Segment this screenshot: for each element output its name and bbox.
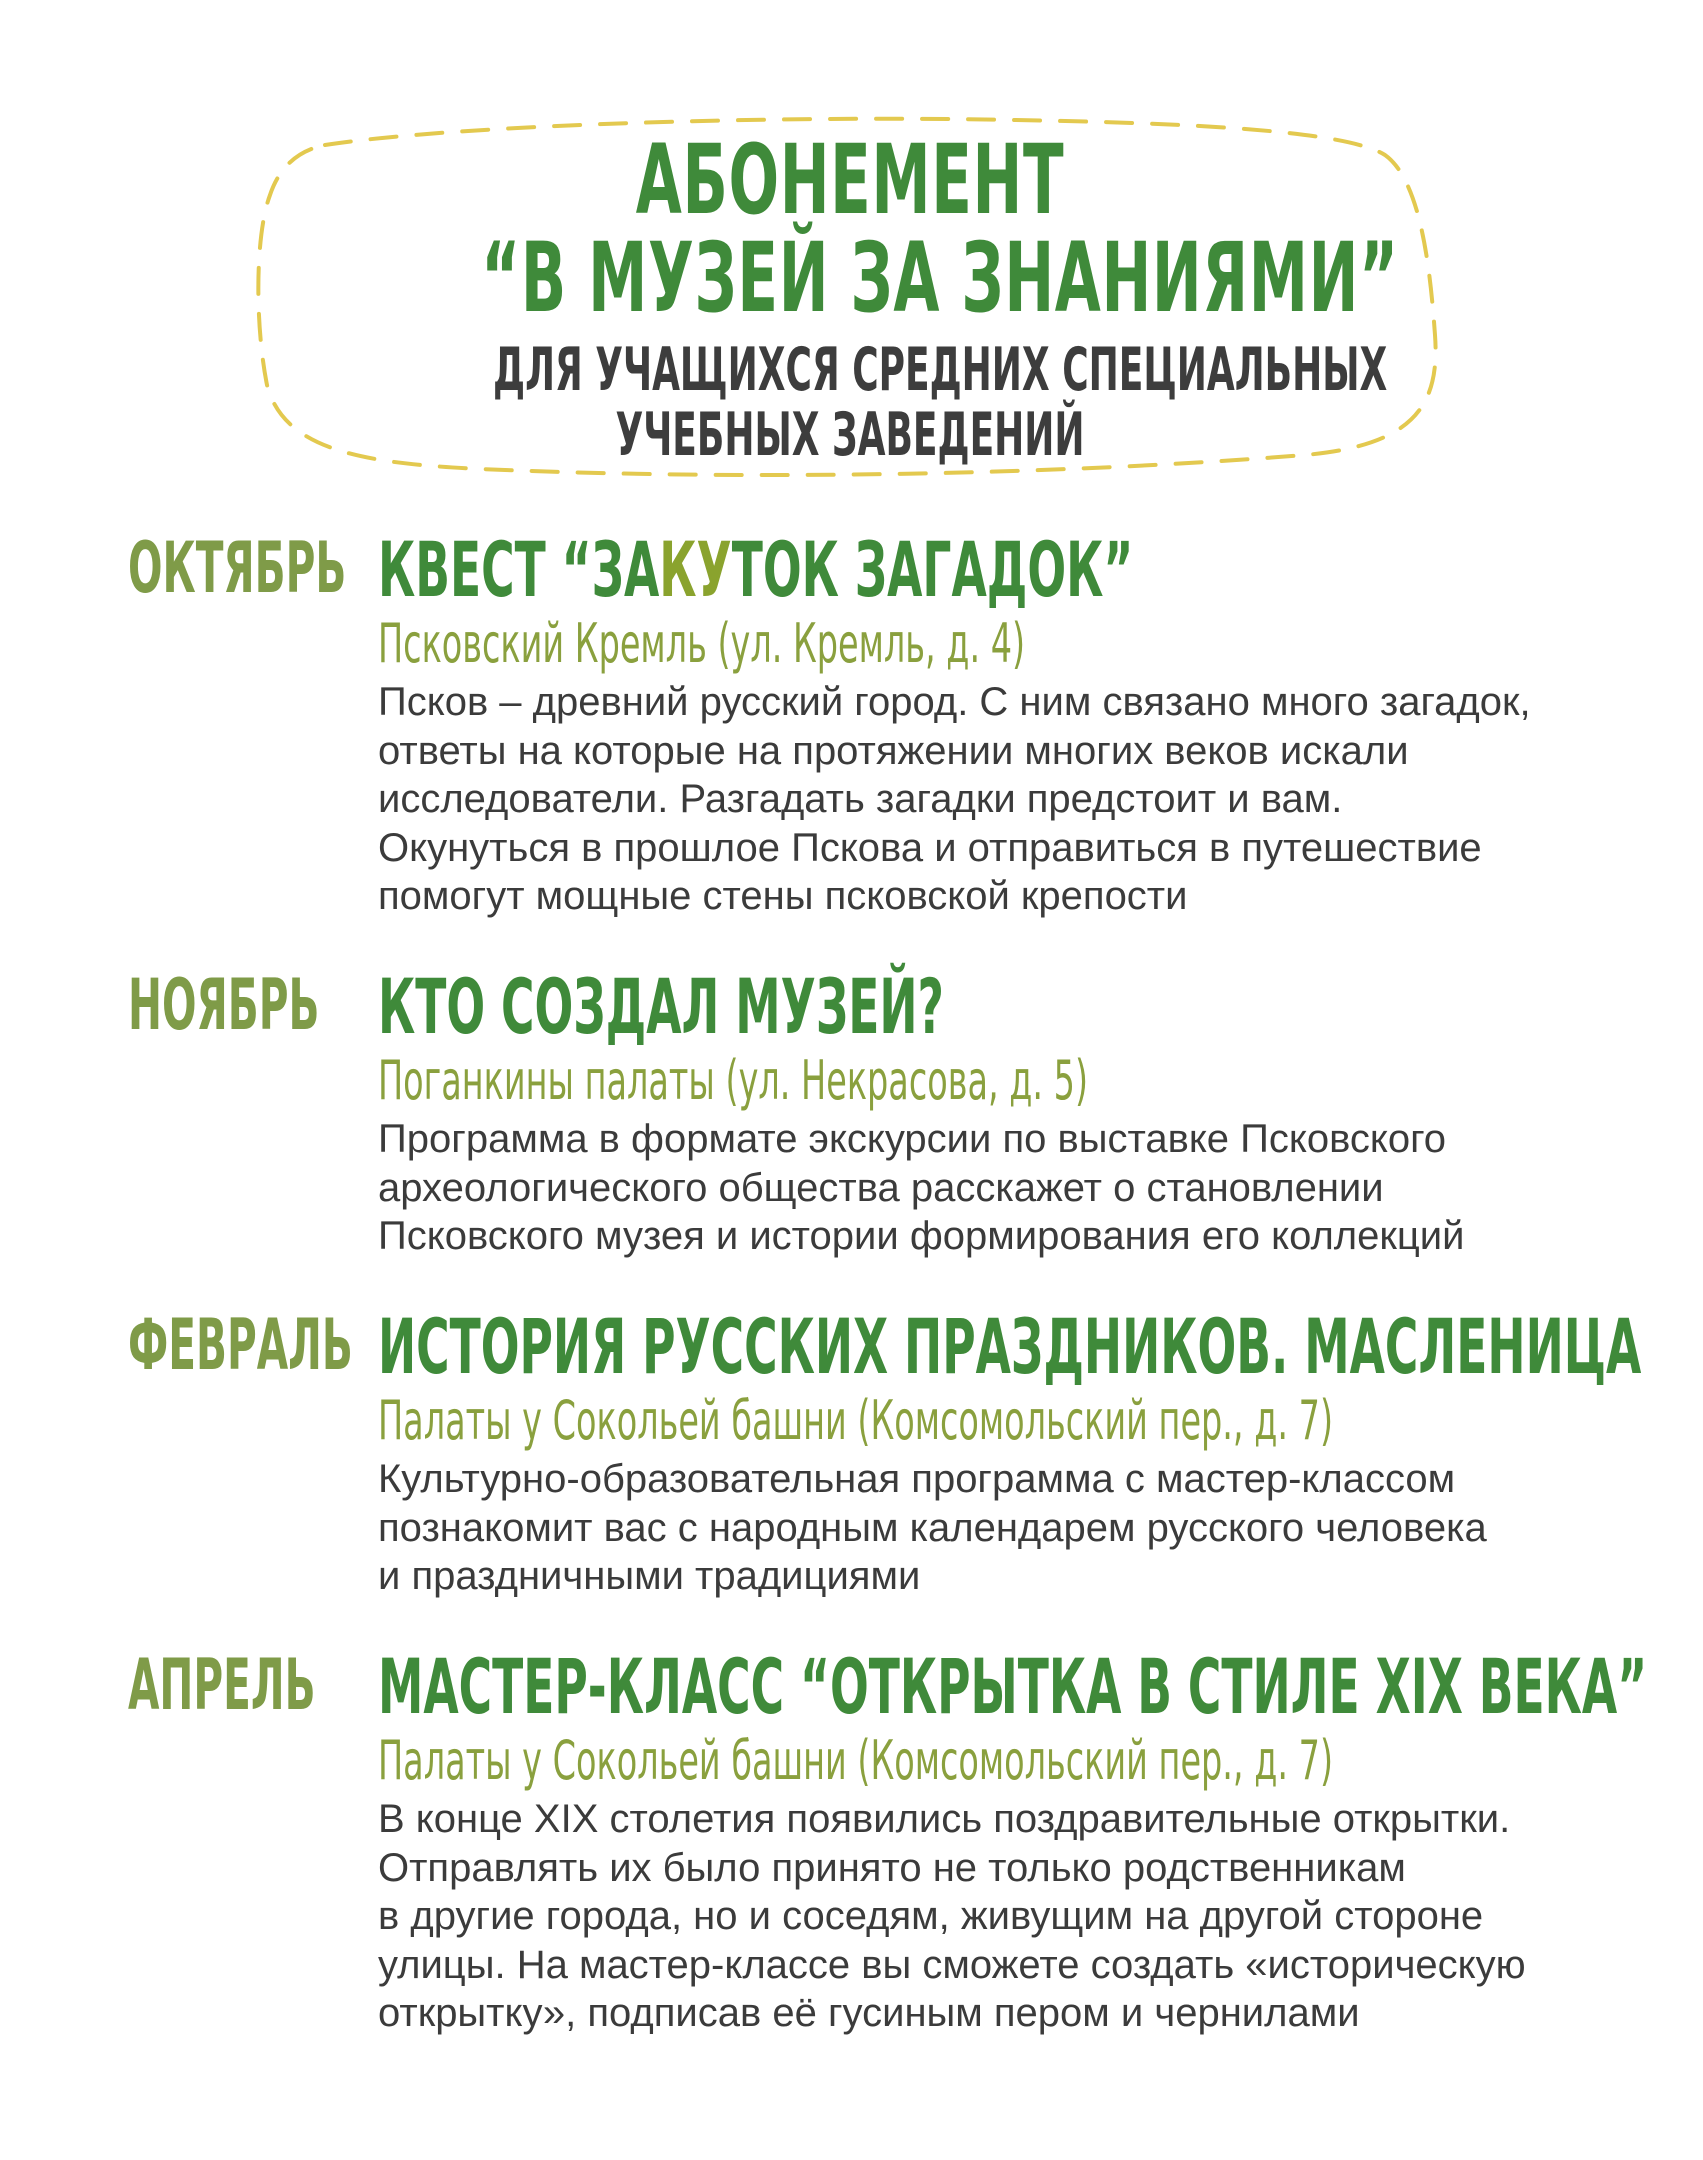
description-line: помогут мощные стены псковской крепости (378, 874, 1188, 918)
event-place: Палаты у Сокольей башни (Комсомольский пер., д. 7) (378, 1389, 1334, 1452)
event-month: НОЯБРЬ (128, 964, 320, 1046)
description-line: Псков – древний русский город. С ним связано много загадок, (378, 680, 1531, 724)
event-month: ОКТЯБРЬ (128, 527, 347, 609)
description-line: улицы. На мастер-классе вы сможете создать «историческую (378, 1942, 1526, 1987)
event-description (378, 1455, 1638, 1601)
description-line: В конце XIX столетия появились поздравительные открытки. (378, 1797, 1511, 1841)
description-line: в другие города, но и соседям, живущим на другой стороне (378, 1894, 1484, 1938)
description-line: ответы на которые на протяжении многих веков искали (378, 728, 1409, 773)
event-title-part: КВЕСТ “ЗА (378, 525, 660, 614)
event-title-part: ТОК ЗАГАДОК” (731, 525, 1134, 614)
description-line: Окунуться в прошлое Пскова и отправиться в путешествие (378, 825, 1482, 870)
description-line: исследователи. Разгадать загадки предстоит и вам. (378, 777, 1343, 821)
event-month: АПРЕЛЬ (128, 1644, 316, 1726)
event-description (378, 1115, 1638, 1261)
event-description (378, 678, 1638, 921)
event-place: Псковский Кремль (ул. Кремль, д. 4) (378, 612, 1026, 675)
event-description (378, 1795, 1638, 2038)
description-line: познакомит вас с народным календарем русского человека (378, 1505, 1487, 1550)
event-title: КТО СОЗДАЛ МУЗЕЙ? (378, 962, 944, 1051)
page-subtitle-line-1: ДЛЯ УЧАЩИХСЯ СРЕДНИХ СПЕЦИАЛЬНЫХ (493, 335, 1388, 405)
event-title: ИСТОРИЯ РУССКИХ ПРАЗДНИКОВ. МАСЛЕНИЦА (378, 1302, 1642, 1391)
event-place: Палаты у Сокольей башни (Комсомольский пер., д. 7) (378, 1729, 1334, 1792)
event-month: ФЕВРАЛЬ (128, 1304, 353, 1386)
description-line: Культурно-образовательная программа с мастер-классом (378, 1457, 1456, 1501)
page-title-line-2: “В МУЗЕЙ ЗА ЗНАНИЯМИ” (481, 222, 1399, 334)
description-line: и праздничными традициями (378, 1554, 921, 1598)
page-title-line-1: АБОНЕМЕНТ (635, 124, 1065, 236)
event-title (378, 525, 1134, 614)
event-title-highlight: КУ (659, 525, 732, 614)
header-frame (255, 85, 1445, 480)
description-line: археологического общества расскажет о становлении (378, 1165, 1384, 1210)
page-subtitle-line-2: УЧЕБНЫХ ЗАВЕДЕНИЙ (615, 400, 1085, 470)
description-line: Псковского музея и истории формирования его коллекций (378, 1214, 1465, 1258)
description-line: открытку», подписав её гусиным пером и чернилами (378, 1991, 1360, 2035)
description-line: Программа в формате экскурсии по выставке Псковского (378, 1117, 1447, 1161)
event-place: Поганкины палаты (ул. Некрасова, д. 5) (378, 1049, 1089, 1112)
event-title: МАСТЕР-КЛАСС “ОТКРЫТКА В СТИЛЕ XIX ВЕКА” (378, 1642, 1648, 1731)
description-line: Отправлять их было принято не только родственникам (378, 1845, 1406, 1890)
